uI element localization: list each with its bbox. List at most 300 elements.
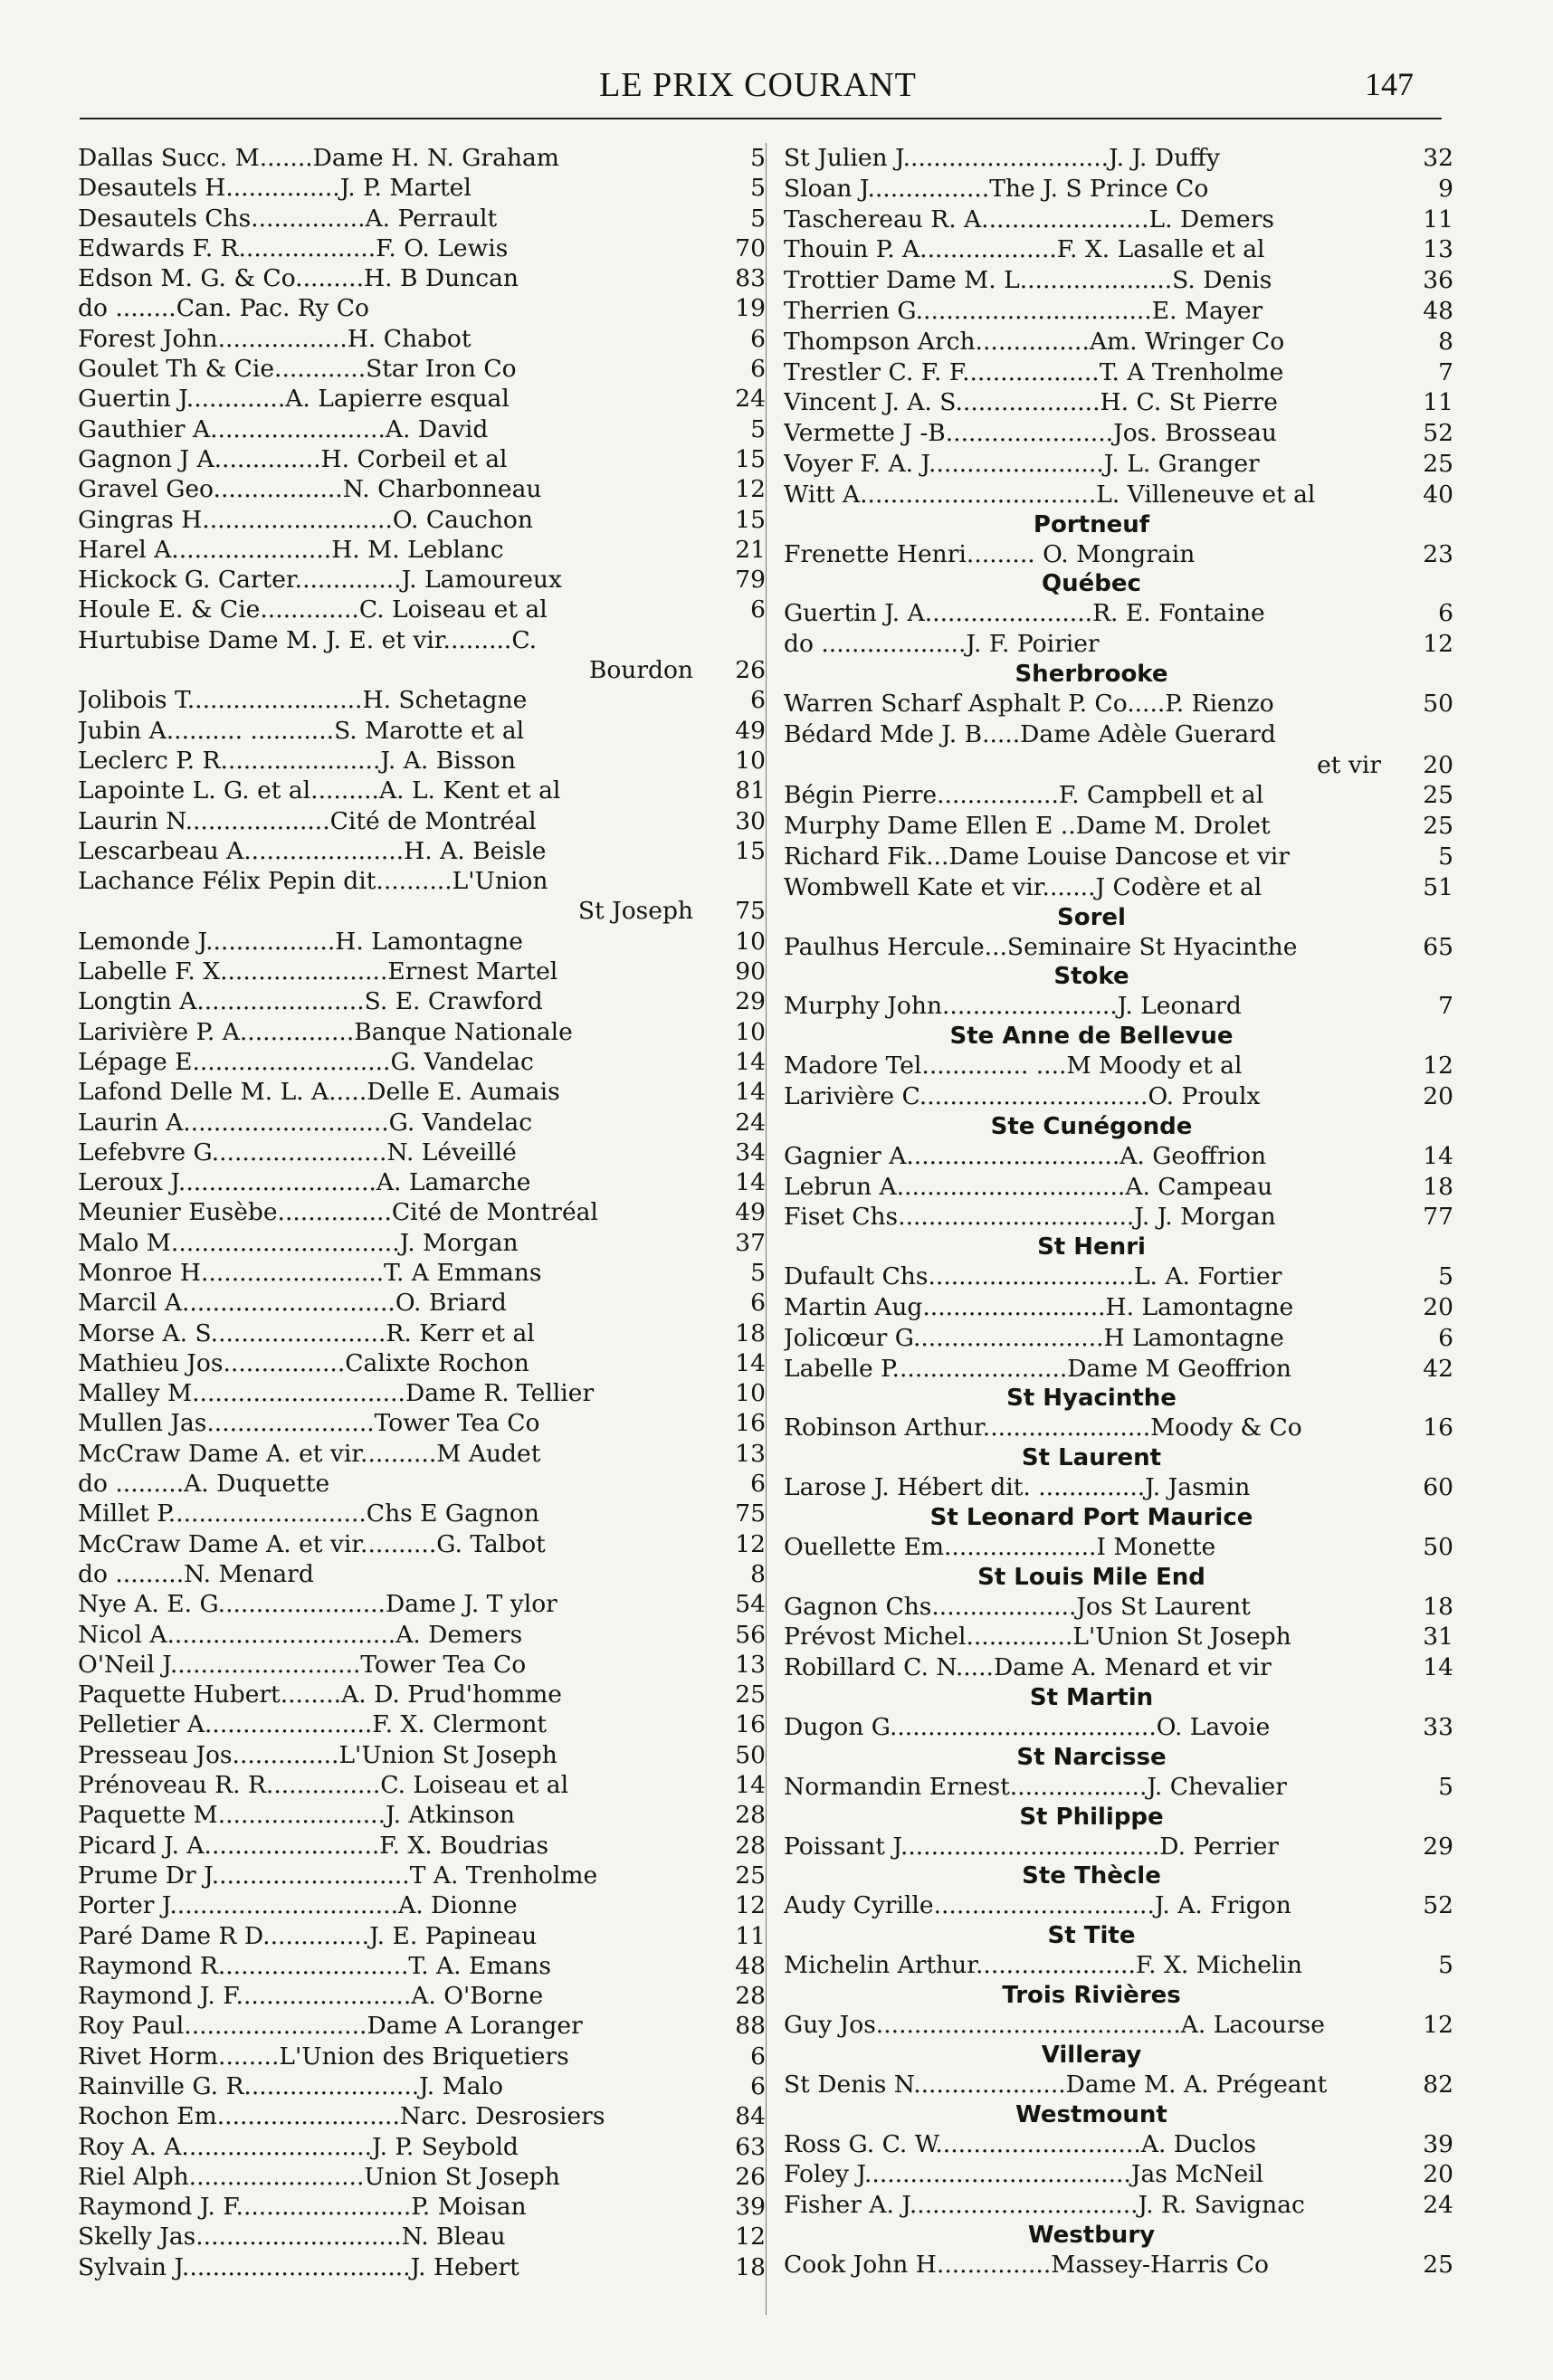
- entry-text: Bégin Pierre................F. Campbell et al: [784, 781, 1264, 810]
- entry-row: [78, 204, 766, 233]
- entry-text: Hurtubise Dame M. J. E. et vir.........C.: [78, 625, 538, 654]
- entry-row: [784, 1172, 1453, 1203]
- entry-text: Guy Jos........................................A. Lacourse: [784, 2011, 1325, 2040]
- entry-amount: 19: [735, 294, 766, 323]
- entry-row: [784, 387, 1453, 418]
- entry-row: [78, 2252, 766, 2282]
- entry-row: [784, 1081, 1453, 1112]
- entry-text: Harel A.....................H. M. Leblanc: [78, 535, 504, 564]
- entry-amount: 14: [735, 1047, 766, 1076]
- entry-amount: 20: [1423, 750, 1453, 779]
- entry-amount: 6: [1438, 599, 1453, 628]
- entry-text: Marcil A............................O. Briard: [78, 1289, 507, 1318]
- entry-amount: 6: [750, 2042, 766, 2071]
- entry-amount: 49: [735, 1198, 766, 1227]
- entry-text: Voyer F. A. J.......................J. L. Granger: [784, 449, 1260, 478]
- entry-amount: 33: [1423, 1713, 1453, 1742]
- entry-text: Dallas Succ. M.......Dame H. N. Graham: [78, 144, 559, 172]
- entry-row: [784, 2129, 1453, 2160]
- section-heading: St Narcisse: [1016, 1743, 1167, 1771]
- entry-amount: 21: [735, 535, 766, 564]
- entry-amount: 11: [735, 1921, 766, 1950]
- entry-text: Lebrun A..............................A. Campeau: [784, 1172, 1273, 1201]
- entry-amount: 6: [750, 355, 766, 384]
- entry-text: Raymond J. F.......................P. Moisan: [78, 2193, 527, 2222]
- entry-text: McCraw Dame A. et vir..........M Audet: [78, 1439, 541, 1468]
- entry-text: Picard J. A.......................F. X. Boudrias: [78, 1831, 549, 1860]
- entry-amount: 32: [1423, 144, 1453, 172]
- entry-row: [784, 1712, 1453, 1743]
- entry-amount: 25: [1423, 812, 1453, 841]
- entry-amount: 14: [735, 1078, 766, 1107]
- entry-amount: 10: [735, 1379, 766, 1408]
- entry-row: [78, 2011, 766, 2041]
- entry-text: Dugon G...................................O. Lavoie: [784, 1713, 1271, 1742]
- entry-row: [78, 354, 766, 384]
- entry-text: Malo M..............................J. Morgan: [78, 1228, 519, 1257]
- entry-row: [784, 1354, 1453, 1385]
- entry-row: [78, 866, 766, 896]
- entry-amount: 40: [1423, 480, 1453, 509]
- entry-row: [78, 1529, 766, 1559]
- entry-row: [78, 1680, 766, 1709]
- entry-amount: 50: [1423, 1532, 1453, 1561]
- entry-amount: 10: [735, 746, 766, 775]
- entry-amount: 6: [750, 2072, 766, 2100]
- entry-text: Warren Scharf Asphalt P. Co.....P. Rienzo: [784, 689, 1274, 718]
- section-heading: Westbury: [1027, 2222, 1156, 2250]
- entry-row: [784, 357, 1453, 388]
- entry-row: [784, 629, 1453, 660]
- entry-row: [78, 1469, 766, 1499]
- entry-row: [78, 565, 766, 595]
- entry-amount: 15: [735, 505, 766, 534]
- entry-amount: 28: [735, 1801, 766, 1830]
- entry-row: [78, 1439, 766, 1469]
- entry-amount: 5: [1438, 1262, 1453, 1291]
- entry-row: [784, 1652, 1453, 1683]
- entry-text: Larose J. Hébert dit. ..............J. Jasmin: [784, 1473, 1251, 1502]
- entry-row: [78, 746, 766, 776]
- section-heading: Sorel: [1057, 903, 1126, 931]
- entry-amount: 28: [735, 1982, 766, 2011]
- entry-row: [784, 1772, 1453, 1803]
- entry-text: Desautels Chs...............A. Perrault: [78, 204, 498, 233]
- entry-row: [78, 414, 766, 444]
- entry-amount: 52: [1423, 419, 1453, 448]
- running-title: LE PRIX COURANT: [599, 66, 917, 104]
- entry-amount: 25: [1423, 449, 1453, 478]
- entry-row: [78, 384, 766, 414]
- entry-amount: 84: [735, 2102, 766, 2131]
- entry-row: [78, 2132, 766, 2162]
- entry-text: Desautels H...............J. P. Martel: [78, 174, 472, 203]
- entry-amount: 65: [1423, 932, 1453, 961]
- section-heading: St Martin: [1029, 1684, 1154, 1712]
- entry-amount: 5: [750, 144, 766, 172]
- entry-text: Gauthier A.......................A. David: [78, 414, 489, 443]
- entry-text: do ........Can. Pac. Ry Co: [78, 294, 369, 323]
- entry-amount: 18: [735, 2252, 766, 2281]
- entry-amount: 14: [735, 1771, 766, 1800]
- entry-amount: 34: [735, 1138, 766, 1166]
- entry-row: [78, 1499, 766, 1528]
- entry-amount: 50: [1423, 689, 1453, 718]
- column-divider: [766, 143, 767, 2315]
- entry-amount: 25: [735, 1680, 766, 1709]
- entry-text: McCraw Dame A. et vir..........G. Talbot: [78, 1529, 546, 1558]
- entry-text: Lafond Delle M. L. A.....Delle E. Aumais: [78, 1078, 560, 1107]
- entry-text: Foley J...................................Jas McNeil: [784, 2160, 1264, 2189]
- entry-row: [78, 444, 766, 474]
- entry-amount: 30: [735, 806, 766, 835]
- entry-row: [784, 1832, 1453, 1862]
- entry-text: Lescarbeau A.....................H. A. Beisle: [78, 836, 547, 865]
- entry-text: Robinson Arthur......................Moody & Co: [784, 1414, 1302, 1442]
- entry-text: do .........A. Duquette: [78, 1470, 330, 1499]
- section-heading: Ste Anne de Bellevue: [949, 1023, 1234, 1051]
- entry-text: Raymond J. F.......................A. O'Borne: [78, 1982, 544, 2011]
- entry-row: [78, 2162, 766, 2192]
- entry-text: Laurin N...................Cité de Montréal: [78, 806, 537, 835]
- entry-text: Jubin A.......... ...........S. Marotte et al: [78, 716, 525, 745]
- entry-row: [78, 173, 766, 203]
- entry-row: [784, 2159, 1453, 2190]
- entry-amount: 25: [1423, 781, 1453, 810]
- entry-text: Larivière C..............................O. Proulx: [784, 1081, 1261, 1110]
- entry-row: [784, 2190, 1453, 2221]
- entry-amount: 79: [735, 566, 766, 595]
- right-column: [784, 143, 1453, 2280]
- entry-amount: 49: [735, 716, 766, 745]
- entry-text: Fisher A. J..............................J. R. Savignac: [784, 2191, 1305, 2220]
- entry-row: [78, 1258, 766, 1288]
- entry-text: Rivet Horm........L'Union des Briquetiers: [78, 2042, 569, 2071]
- entry-row: [784, 598, 1453, 629]
- entry-row: [784, 418, 1453, 449]
- entry-text: Paré Dame R D..............J. E. Papineau: [78, 1921, 538, 1950]
- entry-text: Vincent J. A. S...................H. C. St Pierre: [784, 388, 1278, 417]
- entry-amount: 60: [1423, 1473, 1453, 1502]
- entry-text: Gravel Geo.................N. Charbonneau: [78, 475, 542, 504]
- entry-text: Prénoveau R. R...............C. Loiseau et al: [78, 1771, 569, 1800]
- entry-text: Nye A. E. G......................Dame J. T ylor: [78, 1590, 557, 1619]
- entry-amount: 25: [735, 1861, 766, 1890]
- entry-row: [78, 1831, 766, 1861]
- entry-text: Gagnon J A..............H. Corbeil et al: [78, 444, 508, 473]
- entry-row: [784, 1323, 1453, 1354]
- entry-row: [78, 1047, 766, 1077]
- entry-amount: 56: [735, 1620, 766, 1649]
- entry-row: [78, 1378, 766, 1408]
- entry-text: Labelle F. X......................Ernest Martel: [78, 957, 558, 986]
- entry-text: Lachance Félix Pepin dit..........L'Union: [78, 867, 548, 896]
- entry-row: [784, 689, 1453, 719]
- entry-row: [784, 1413, 1453, 1443]
- entry-row: [78, 1770, 766, 1800]
- entry-amount: 12: [735, 475, 766, 504]
- entry-row: [78, 1620, 766, 1650]
- entry-amount: 24: [1423, 2191, 1453, 2220]
- section-heading: Villeray: [1041, 2041, 1142, 2069]
- entry-row: [784, 449, 1453, 480]
- entry-row: [784, 327, 1453, 357]
- entry-text: Morse A. S.......................R. Kerr et al: [78, 1319, 535, 1347]
- entry-row: [784, 2010, 1453, 2041]
- entry-text: Labelle P.......................Dame M Geoffrion: [784, 1354, 1291, 1383]
- entry-amount: 10: [735, 927, 766, 956]
- entry-amount: 63: [735, 2132, 766, 2161]
- entry-row: [78, 2222, 766, 2251]
- entry-row: [784, 1890, 1453, 1921]
- entry-row: [78, 716, 766, 746]
- entry-row: [78, 776, 766, 805]
- entry-text: Guertin J.............A. Lapierre esqual: [78, 385, 510, 414]
- entry-text: Presseau Jos..............L'Union St Joseph: [78, 1740, 557, 1769]
- entry-amount: 14: [1423, 1141, 1453, 1170]
- entry-text: Porter J..............................A. Dionne: [78, 1891, 518, 1920]
- entry-amount: 42: [1423, 1354, 1453, 1383]
- entry-amount: 13: [735, 1439, 766, 1468]
- entry-text: Leclerc P. R.....................J. A. Bisson: [78, 746, 516, 775]
- left-column: [78, 143, 766, 2282]
- entry-text: Sloan J................The J. S Prince Co: [784, 174, 1209, 203]
- entry-row: [78, 1017, 766, 1047]
- entry-text: Meunier Eusèbe...............Cité de Montréal: [78, 1198, 598, 1227]
- section-heading: St Tite: [1047, 1922, 1136, 1950]
- entry-amount: 5: [1438, 1951, 1453, 1980]
- entry-text: Frenette Henri......... O. Mongrain: [784, 539, 1196, 568]
- entry-row: [784, 750, 1453, 781]
- entry-row: [78, 896, 766, 926]
- entry-text: Vermette J -B......................Jos. Brosseau: [784, 419, 1277, 448]
- entry-amount: 9: [1438, 174, 1453, 203]
- entry-text: Millet P..........................Chs E Gagnon: [78, 1499, 539, 1528]
- entry-row: [78, 505, 766, 535]
- entry-amount: 5: [1438, 842, 1453, 871]
- entry-row: [78, 1167, 766, 1197]
- entry-amount: 6: [750, 595, 766, 624]
- section-heading: Trois Rivières: [1002, 1982, 1181, 2010]
- entry-text: Houle E. & Cie.............C. Loiseau et al: [78, 595, 548, 624]
- entry-row: [78, 1709, 766, 1739]
- entry-text: Laurin A...........................G. Vandelac: [78, 1108, 533, 1137]
- entry-amount: 5: [750, 174, 766, 203]
- entry-text: Rainville G. R.......................J. Malo: [78, 2072, 503, 2100]
- entry-amount: 16: [735, 1710, 766, 1739]
- entry-text: Bourdon: [588, 656, 693, 685]
- entry-amount: 18: [1423, 1172, 1453, 1201]
- entry-row: [784, 1472, 1453, 1503]
- entry-amount: 26: [735, 656, 766, 685]
- section-heading: Stoke: [1053, 963, 1129, 991]
- entry-text: O'Neil J.........................Tower Tea Co: [78, 1650, 527, 1679]
- entry-text: Michelin Arthur.....................F. X. Michelin: [784, 1951, 1302, 1980]
- entry-amount: 20: [1423, 1081, 1453, 1110]
- entry-text: Jolibois T.......................H. Schetagne: [78, 686, 528, 715]
- entry-row: [78, 927, 766, 957]
- entry-text: Fiset Chs...............................J. J. Morgan: [784, 1203, 1276, 1232]
- entry-text: Ross G. C. W...........................A. Duclos: [784, 2129, 1256, 2158]
- section-heading: Ste Thècle: [1022, 1862, 1161, 1890]
- entry-amount: 90: [735, 957, 766, 986]
- entry-text: Paquette Hubert........A. D. Prud'homme: [78, 1680, 562, 1709]
- entry-row: [78, 324, 766, 354]
- entry-text: et vir: [1317, 750, 1381, 779]
- entry-amount: 11: [1423, 205, 1453, 233]
- entry-row: [78, 685, 766, 715]
- entry-amount: 70: [735, 233, 766, 262]
- entry-row: [784, 1141, 1453, 1172]
- entry-text: Dufault Chs...........................L. A. Fortier: [784, 1262, 1282, 1291]
- entry-row: [784, 234, 1453, 265]
- entry-text: St Denis N....................Dame M. A. Prégeant: [784, 2070, 1328, 2099]
- entry-text: Skelly Jas...........................N. Bleau: [78, 2223, 506, 2251]
- entry-row: [784, 1261, 1453, 1292]
- entry-amount: 29: [1423, 1832, 1453, 1861]
- entry-row: [784, 1622, 1453, 1652]
- entry-row: [78, 1981, 766, 2011]
- entry-amount: 88: [735, 2012, 766, 2041]
- entry-amount: 37: [735, 1228, 766, 1257]
- entry-text: Forest John.................H. Chabot: [78, 324, 472, 353]
- entry-amount: 50: [735, 1740, 766, 1769]
- section-heading: Ste Cunégonde: [990, 1112, 1193, 1140]
- entry-amount: 51: [1423, 872, 1453, 901]
- entry-row: [78, 1559, 766, 1589]
- entry-row: [784, 539, 1453, 570]
- entry-text: Paulhus Hercule...Seminaire St Hyacinthe: [784, 932, 1298, 961]
- entry-row: [78, 1890, 766, 1920]
- entry-text: Prume Dr J..........................T A. Trenholme: [78, 1861, 598, 1890]
- entry-row: [78, 1108, 766, 1138]
- entry-text: Lemonde J.................H. Lamontagne: [78, 927, 523, 956]
- entry-amount: 5: [750, 1258, 766, 1287]
- entry-amount: 48: [735, 1951, 766, 1980]
- entry-row: [784, 872, 1453, 903]
- page-number: 147: [1365, 66, 1414, 102]
- entry-text: Malley M............................Dame R. Tellier: [78, 1379, 595, 1408]
- entry-row: [78, 1861, 766, 1890]
- entry-text: Prévost Michel..............L'Union St Joseph: [784, 1623, 1291, 1652]
- entry-text: Richard Fik...Dame Louise Dancose et vir: [784, 842, 1290, 871]
- entry-text: Mullen Jas......................Tower Tea Co: [78, 1409, 540, 1438]
- entry-row: [784, 719, 1453, 750]
- entry-amount: 12: [735, 1529, 766, 1558]
- section-heading: Sherbrooke: [1015, 660, 1168, 688]
- entry-row: [78, 1589, 766, 1619]
- entry-amount: 20: [1423, 2160, 1453, 2189]
- entry-text: Ouellette Em....................I Monette: [784, 1532, 1216, 1561]
- entry-amount: 5: [750, 414, 766, 443]
- entry-text: Madore Tel.............. ....M Moody et al: [784, 1052, 1243, 1081]
- entry-row: [78, 595, 766, 624]
- entry-amount: 11: [1423, 388, 1453, 417]
- entry-amount: 15: [735, 836, 766, 865]
- entry-amount: 7: [1438, 992, 1453, 1021]
- entry-row: [78, 2071, 766, 2101]
- entry-text: Robillard C. N.....Dame A. Menard et vir: [784, 1653, 1272, 1682]
- entry-row: [784, 991, 1453, 1022]
- entry-text: Lefebvre G.......................N. Léveillé: [78, 1138, 517, 1166]
- entry-amount: 12: [1423, 630, 1453, 659]
- entry-row: [78, 293, 766, 323]
- section-heading: St Henri: [1037, 1233, 1146, 1261]
- entry-amount: 28: [735, 1831, 766, 1860]
- entry-text: do ...................J. F. Poirier: [784, 630, 1100, 659]
- entry-amount: 20: [1423, 1292, 1453, 1321]
- entry-text: St Joseph: [577, 897, 693, 926]
- entry-amount: 8: [750, 1559, 766, 1588]
- entry-amount: 23: [1423, 539, 1453, 568]
- entry-amount: 13: [735, 1650, 766, 1679]
- section-heading: St Leonard Port Maurice: [929, 1503, 1253, 1531]
- section-heading: St Laurent: [1021, 1444, 1162, 1472]
- entry-text: Therrien G...............................E. Mayer: [784, 296, 1263, 325]
- entry-text: Riel Alph.......................Union St Joseph: [78, 2162, 560, 2191]
- entry-row: [784, 1592, 1453, 1623]
- entry-amount: 75: [735, 1499, 766, 1528]
- entry-text: Gagnier A............................A. Geoffrion: [784, 1141, 1267, 1170]
- entry-row: [78, 1197, 766, 1227]
- entry-row: [78, 2042, 766, 2071]
- entry-amount: 6: [1438, 1323, 1453, 1352]
- entry-text: Goulet Th & Cie............Star Iron Co: [78, 355, 517, 384]
- entry-text: Roy A. A.........................J. P. Seybold: [78, 2132, 519, 2161]
- entry-row: [78, 233, 766, 263]
- entry-text: Larivière P. A...............Banque Nationale: [78, 1017, 573, 1046]
- entry-text: Rochon Em........................Narc. Desrosiers: [78, 2102, 605, 2131]
- entry-text: Bédard Mde J. B.....Dame Adèle Guerard: [784, 719, 1276, 748]
- entry-amount: 52: [1423, 1891, 1453, 1920]
- entry-amount: 25: [1423, 2251, 1453, 2280]
- entry-row: [78, 1951, 766, 1981]
- entry-text: St Julien J...........................J. J. Duffy: [784, 144, 1220, 172]
- entry-text: Murphy John.......................J. Leonard: [784, 992, 1242, 1021]
- entry-amount: 75: [735, 897, 766, 926]
- entry-amount: 14: [735, 1168, 766, 1197]
- entry-row: [78, 1138, 766, 1167]
- entry-row: [78, 1800, 766, 1830]
- page-header: [77, 63, 1439, 109]
- entry-text: Poissant J..................................D. Perrier: [784, 1832, 1279, 1861]
- entry-amount: 24: [735, 385, 766, 414]
- entry-text: Taschereau R. A......................L. Demers: [784, 205, 1274, 233]
- entry-text: Monroe H........................T. A Emmans: [78, 1258, 542, 1287]
- entry-amount: 5: [750, 204, 766, 233]
- entry-text: Longtin A......................S. E. Crawford: [78, 987, 543, 1016]
- entry-row: [784, 480, 1453, 510]
- entry-amount: 6: [750, 686, 766, 715]
- entry-amount: 54: [735, 1590, 766, 1619]
- entry-row: [78, 1319, 766, 1348]
- entry-amount: 12: [1423, 1052, 1453, 1081]
- entry-row: [784, 1532, 1453, 1563]
- entry-row: [78, 957, 766, 986]
- entry-row: [784, 932, 1453, 963]
- entry-text: Normandin Ernest..................J. Chevalier: [784, 1772, 1287, 1801]
- entry-amount: 83: [735, 264, 766, 293]
- entry-text: Edwards F. R..................F. O. Lewis: [78, 233, 509, 262]
- entry-amount: 82: [1423, 2070, 1453, 2099]
- section-heading: St Louis Mile End: [977, 1563, 1205, 1591]
- entry-row: [78, 806, 766, 836]
- entry-row: [784, 174, 1453, 205]
- section-heading: St Philippe: [1019, 1803, 1164, 1831]
- entry-row: [784, 1051, 1453, 1081]
- entry-amount: 14: [735, 1348, 766, 1377]
- entry-row: [78, 1077, 766, 1107]
